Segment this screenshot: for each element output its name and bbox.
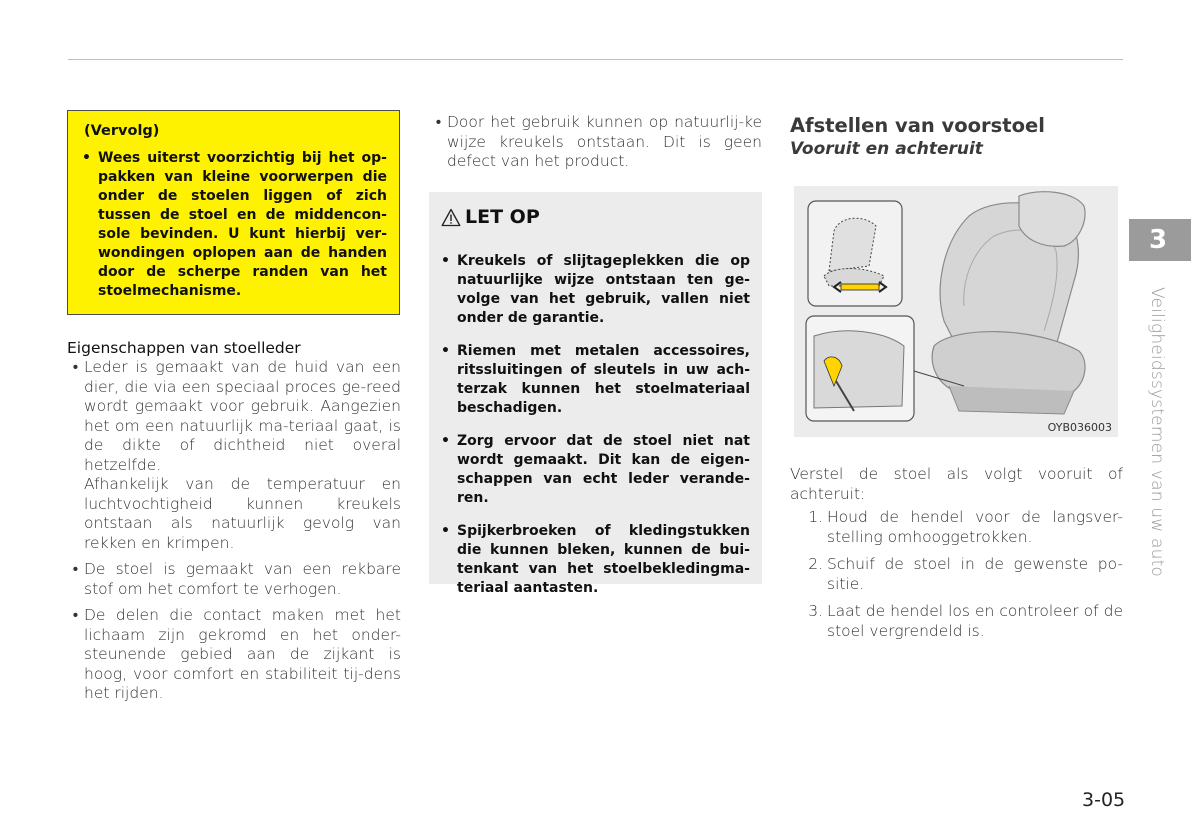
caution-item-text: Spijkerbroeken of kledingstukken die kunnen bleken, kunnen de bui-tenkant van het stoelbekledingma-teriaal aantasten. (457, 523, 750, 596)
list-item (67, 358, 401, 553)
warning-triangle-icon (441, 208, 461, 227)
step-number: 1. (808, 508, 823, 526)
bullet-marker: • (82, 150, 91, 166)
step-text: Schuif de stoel in de gewenste po-sitie. (827, 555, 1123, 593)
step-text: Laat de hendel los en controleer of de stoel vergrendeld is. (827, 602, 1123, 640)
list-item (430, 113, 762, 172)
figure-code: OYB036003 (1047, 421, 1112, 434)
list-item-text: Afhankelijk van de temperatuur en luchtvochtigheid kunnen kreukels ontstaan als natuurlijk gevolg van rekken en krimpen. (84, 475, 401, 552)
top-rule (68, 59, 1123, 60)
caution-item-text: Riemen met metalen accessoires, ritssluitingen of sleutels in uw ach-terzak kunnen het stoelmateriaal beschadigen. (457, 343, 750, 416)
caution-header (441, 206, 750, 228)
list-item-text: De stoel is gemaakt van een rekbare stof om het comfort te verhogen. (84, 560, 401, 598)
step-number: 2. (808, 555, 823, 573)
caution-item-text: Kreukels of slijtageplekken die op natuurlijke wijze ontstaan ten ge-volge van het gebruik, vallen niet onder de garantie. (457, 253, 750, 326)
adjust-heading-block (790, 114, 1123, 159)
section-title: Afstellen van voorstoel (790, 114, 1045, 137)
step-item (790, 602, 1123, 641)
warning-text: Wees uiterst voorzichtig bij het op-pakken van kleine voorwerpen die onder de stoelen liggen of zich tussen de stoel en de middencon-sole bevinden. U kunt hierbij ver-wondingen oplopen aan de handen door de scherpe randen van het stoelmechanisme. (98, 150, 387, 299)
caution-item-text: Zorg ervoor dat de stoel niet nat wordt gemaakt. Dit kan de eigen-schappen van echt leder verande-ren. (457, 433, 750, 506)
section-subtitle: Vooruit en achteruit (790, 139, 983, 159)
caution-item: • Spijkerbroeken of kledingstukken die kunnen bleken, kunnen de bui-tenkant van het stoelbekledingma-teriaal aantasten. (441, 523, 750, 596)
warning-box (67, 110, 400, 315)
step-number: 3. (808, 602, 823, 620)
caution-item: • Zorg ervoor dat de stoel niet nat wordt gemaakt. Dit kan de eigen-schappen van echt leder verande-ren. (441, 433, 750, 506)
leather-section (67, 339, 401, 711)
step-item (790, 508, 1123, 547)
seat-illustration (794, 186, 1118, 437)
list-item-text: De delen die contact maken met het lichaam zijn gekromd en het onder-steunende gebied aan de zijkant is hoog, voor comfort en stabiliteit tij-dens het rijden. (84, 606, 401, 702)
bullet-marker: • (72, 606, 79, 624)
caution-item: • Riemen met metalen accessoires, ritssluitingen of sleutels in uw ach-terzak kunnen het stoelmateriaal beschadigen. (441, 343, 750, 416)
page-number: 3-05 (1082, 789, 1126, 811)
car-seat-image (794, 186, 1118, 437)
list-item (67, 606, 401, 704)
bullet-marker: • (435, 113, 442, 131)
step-item (790, 555, 1123, 594)
list-item (67, 560, 401, 599)
list-item-text: Door het gebruik kunnen op natuurlij-ke wijze kreukels ontstaan. Dit is geen defect van het product. (447, 113, 762, 170)
list-item-text: Leder is gemaakt van de huid van een dier, die via een speciaal proces ge-reed wordt gemaakt voor gebruik. Aangezien het om een natuurlijk ma-teriaal gaat, is de dikte of dichtheid niet overal hetzelfde. (84, 358, 401, 474)
warning-bullet (82, 149, 387, 301)
warning-heading: (Vervolg) (84, 123, 160, 139)
chapter-title: Veiligheidssystemen van uw auto (1147, 287, 1167, 578)
leather-subheading: Eigenschappen van stoelleder (67, 339, 301, 357)
caution-item: • Kreukels of slijtageplekken die op natuurlijke wijze ontstaan ten ge-volge van het gebruik, vallen niet onder de garantie. (441, 253, 750, 326)
adjust-instructions (790, 465, 1123, 649)
chapter-tab: 3 (1129, 219, 1191, 261)
col2-list (430, 113, 762, 179)
step-text: Houd de hendel voor de langsver-stelling omhooggetrokken. (827, 508, 1123, 546)
caution-title: LET OP (465, 206, 540, 228)
caution-box (429, 192, 762, 596)
bullet-marker: • (72, 358, 79, 376)
intro-text: Verstel de stoel als volgt vooruit of achteruit: (790, 465, 1123, 503)
bullet-marker: • (72, 560, 79, 578)
